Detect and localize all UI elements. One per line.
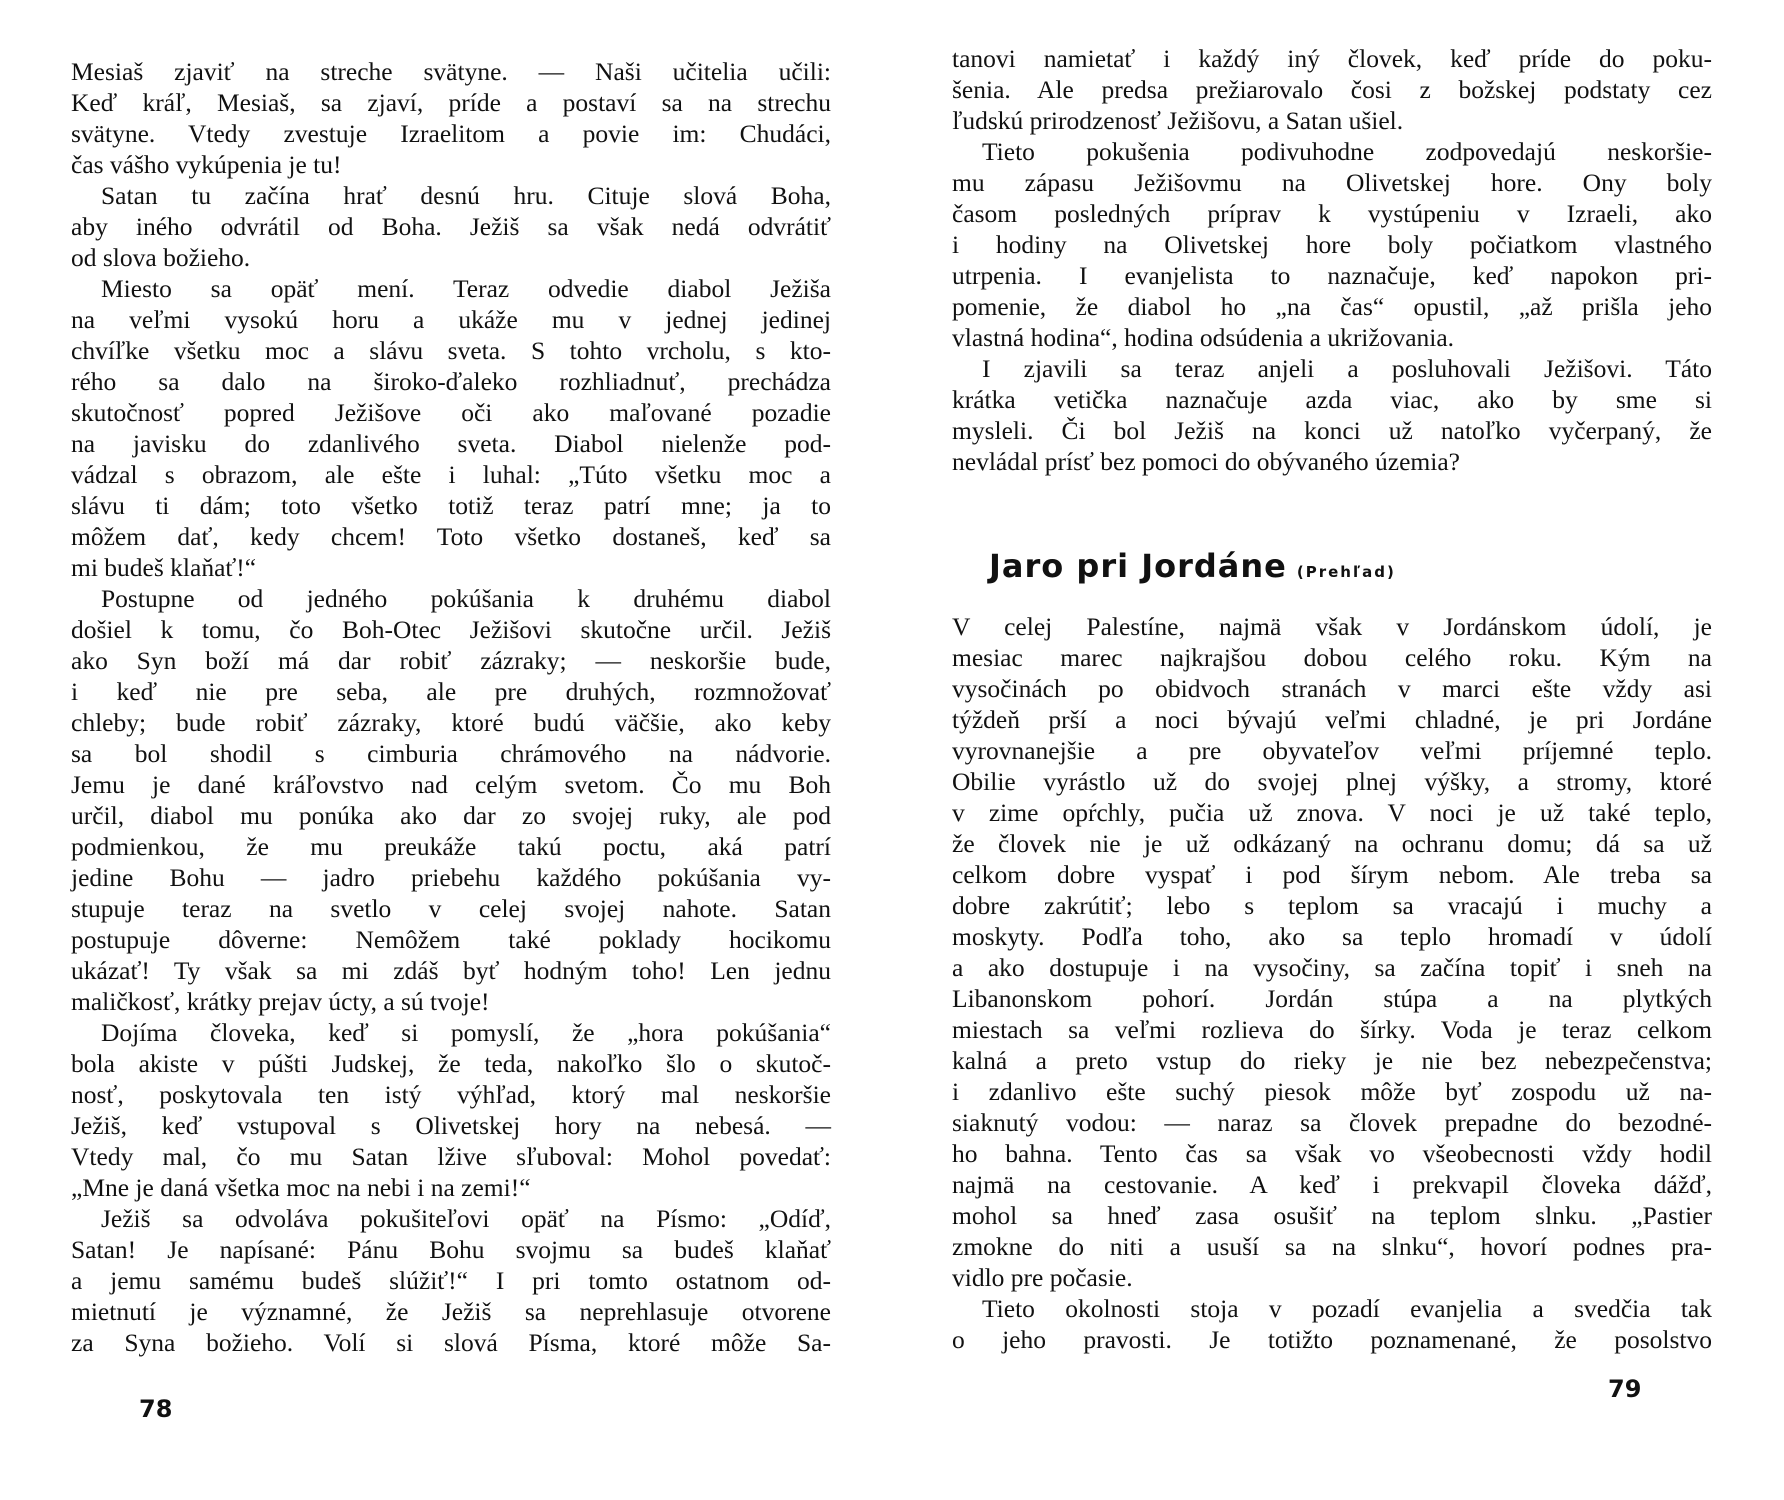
page-number-left: 78 — [139, 1395, 173, 1423]
text-line: určil, diabol mu ponúka ako dar zo svojej ruky, ale pod — [71, 801, 831, 830]
text-line: šenia. Ale predsa prežiarovalo čosi z božskej podstaty cez — [952, 75, 1712, 104]
text-line: vyrovnanejšie a pre obyvateľov veľmi príjemné teplo. — [952, 736, 1712, 765]
text-line: utrpenia. I evanjelista to naznačuje, keď napokon pri- — [952, 261, 1712, 290]
text-line: Libanonskom pohorí. Jordán stúpa a na plytkých — [952, 984, 1712, 1013]
text-line: siaknutý vodou: — naraz sa človek prepadne do bezodné- — [952, 1108, 1712, 1137]
text-line: najmä na cestovanie. A keď i prekvapil človeka dážď, — [952, 1170, 1712, 1199]
text-line: podmienkou, že mu preukáže takú poctu, aká patrí — [71, 832, 831, 861]
text-line: na javisku do zdanlivého sveta. Diabol nielenže pod- — [71, 429, 831, 458]
text-line: vysočinách po obidvoch stranách v marci ešte vždy asi — [952, 674, 1712, 703]
text-line: Ježiš sa odvoláva pokušiteľovi opäť na Písmo: „Odíď, — [101, 1204, 831, 1233]
text-line: že človek nie je už odkázaný na ochranu domu; dá sa už — [952, 829, 1712, 858]
text-line: mysleli. Či bol Ježiš na konci už natoľko vyčerpaný, že — [952, 416, 1712, 445]
text-line: došiel k tomu, čo Boh-Otec Ježišovi skutočne určil. Ježiš — [71, 615, 831, 644]
text-line: svätyne. Vtedy zvestuje Izraelitom a povie im: Chudáci, — [71, 119, 831, 148]
text-line: čas vášho vykúpenia je tu! — [71, 150, 342, 179]
text-line: a jemu samému budeš slúžiť!“ I pri tomto ostatnom od- — [71, 1266, 831, 1295]
chapter-title: Jaro pri Jordáne — [989, 547, 1287, 585]
text-line: mesiac marec najkrajšou dobou celého roku. Kým na — [952, 643, 1712, 672]
right-page-text-top — [952, 43, 1712, 477]
text-line: nosť, poskytovala ten istý výhľad, ktorý mal neskoršie — [71, 1080, 831, 1109]
text-line: „Mne je daná všetka moc na nebi i na zemi!“ — [71, 1173, 531, 1202]
text-line: miestach sa veľmi rozlieva do šírky. Voda je teraz celkom — [952, 1015, 1712, 1044]
text-line: rého sa dalo na široko-ďaleko rozhliadnuť, prechádza — [71, 367, 831, 396]
text-line: týždeň prší a noci bývajú veľmi chladné, je pri Jordáne — [952, 705, 1712, 734]
text-line: mu zápasu Ježišovmu na Olivetskej hore. Ony boly — [952, 168, 1712, 197]
right-page — [892, 0, 1784, 1500]
text-line: a ako dostupuje i na vysočiny, sa začína topiť i sneh na — [952, 953, 1712, 982]
chapter-heading — [989, 547, 1396, 585]
text-line: od slova božieho. — [71, 243, 251, 272]
text-line: Postupne od jedného pokúšania k druhému diabol — [101, 584, 831, 613]
text-line: Keď kráľ, Mesiaš, sa zjaví, príde a postaví sa na strechu — [71, 88, 831, 117]
text-line: tanovi namietať i každý iný človek, keď príde do poku- — [952, 44, 1712, 73]
text-line: o jeho pravosti. Je totižto poznamenané, že posolstvo — [952, 1325, 1712, 1354]
text-line: Dojíma človeka, keď si pomyslí, že „hora pokúšania“ — [101, 1018, 831, 1047]
text-line: vádzal s obrazom, ale ešte i luhal: „Túto všetku moc a — [71, 460, 831, 489]
text-line: vidlo pre počasie. — [952, 1263, 1133, 1292]
right-page-text-bottom — [952, 611, 1712, 1355]
text-line: postupuje dôverne: Nemôžem také poklady hocikomu — [71, 925, 831, 954]
text-line: Satan! Je napísané: Pánu Bohu svojmu sa budeš klaňať — [71, 1235, 831, 1264]
text-line: dobre zakrútiť; lebo s teplom sa vracajú i muchy a — [952, 891, 1712, 920]
text-line: Jemu je dané kráľovstvo nad celým svetom. Čo mu Boh — [71, 770, 831, 799]
text-line: ho bahna. Tento čas sa však vo všeobecnosti vždy hodil — [952, 1139, 1712, 1168]
text-line: môžem dať, kedy chcem! Toto všetko dostaneš, keď sa — [71, 522, 831, 551]
text-line: za Syna božieho. Volí si slová Písma, ktoré môže Sa- — [71, 1328, 831, 1357]
left-page-text — [71, 56, 831, 1358]
text-line: na veľmi vysokú horu a ukáže mu v jednej jedinej — [71, 305, 831, 334]
text-line: aby iného odvrátil od Boha. Ježiš sa však nedá odvrátiť — [71, 212, 831, 241]
text-line: mietnutí je významné, že Ježiš sa neprehlasuje otvorene — [71, 1297, 831, 1326]
text-line: i zdanlivo ešte suchý piesok môže byť zospodu už na- — [952, 1077, 1712, 1106]
text-line: I zjavili sa teraz anjeli a posluhovali Ježišovi. Táto — [982, 354, 1712, 383]
text-line: Tieto okolnosti stoja v pozadí evanjelia a svedčia tak — [982, 1294, 1712, 1323]
text-line: Tieto pokušenia podivuhodne zodpovedajú neskoršie- — [982, 137, 1712, 166]
text-line: ako Syn boží má dar robiť zázraky; — neskoršie bude, — [71, 646, 831, 675]
text-line: krátka vetička naznačuje azda viac, ako by sme si — [952, 385, 1712, 414]
text-line: ľudskú prirodzenosť Ježišovu, a Satan ušiel. — [952, 106, 1404, 135]
text-line: skutočnosť popred Ježišove oči ako maľované pozadie — [71, 398, 831, 427]
text-line: Obilie vyrástlo už do svojej plnej výšky, a stromy, ktoré — [952, 767, 1712, 796]
text-line: stupuje teraz na svetlo v celej svojej nahote. Satan — [71, 894, 831, 923]
text-line: bola akiste v púšti Judskej, že teda, nakoľko šlo o skutoč- — [71, 1049, 831, 1078]
text-line: časom posledných príprav k vystúpeniu v Izraeli, ako — [952, 199, 1712, 228]
text-line: Mesiaš zjaviť na streche svätyne. — Naši učitelia učili: — [71, 57, 831, 86]
text-line: mi budeš klaňať!“ — [71, 553, 257, 582]
text-line: v zime opŕchly, pučia už znova. V noci je už také teplo, — [952, 798, 1712, 827]
text-line: nevládal prísť bez pomoci do obývaného územia? — [952, 447, 1460, 476]
text-line: i hodiny na Olivetskej hore boly počiatkom vlastného — [952, 230, 1712, 259]
text-line: i keď nie pre seba, ale pre druhých, rozmnožovať — [71, 677, 831, 706]
text-line: jedine Bohu — jadro priebehu každého pokúšania vy- — [71, 863, 831, 892]
text-line: celkom dobre vyspať i pod šírym nebom. Ale treba sa — [952, 860, 1712, 889]
text-line: slávu ti dám; toto všetko totiž teraz patrí mne; ja to — [71, 491, 831, 520]
text-line: zmokne do niti a usuší sa na slnku“, hovorí podnes pra- — [952, 1232, 1712, 1261]
text-line: Miesto sa opäť mení. Teraz odvedie diabol Ježiša — [101, 274, 831, 303]
text-line: ukázať! Ty však sa mi zdáš byť hodným toho! Len jednu — [71, 956, 831, 985]
page-number-right: 79 — [1608, 1375, 1642, 1403]
text-line: pomenie, že diabol ho „na čas“ opustil, „až prišla jeho — [952, 292, 1712, 321]
text-line: maličkosť, krátky prejav úcty, a sú tvoje! — [71, 987, 490, 1016]
text-line: chleby; bude robiť zázraky, ktoré budú väčšie, ako keby — [71, 708, 831, 737]
text-line: kalná a preto vstup do rieky je nie bez nebezpečenstva; — [952, 1046, 1712, 1075]
text-line: Vtedy mal, čo mu Satan lžive sľuboval: Mohol povedať: — [71, 1142, 831, 1171]
text-line: V celej Palestíne, najmä však v Jordánskom údolí, je — [952, 612, 1712, 641]
text-line: Satan tu začína hrať desnú hru. Cituje slová Boha, — [101, 181, 831, 210]
text-line: moskyty. Podľa toho, ako sa teplo hromadí v údolí — [952, 922, 1712, 951]
text-line: vlastná hodina“, hodina odsúdenia a ukrižovania. — [952, 323, 1455, 352]
text-line: chvíľke všetku moc a slávu sveta. S tohto vrcholu, s kto- — [71, 336, 831, 365]
text-line: sa bol shodil s cimburia chrámového na nádvorie. — [71, 739, 831, 768]
text-line: mohol sa hneď zasa osušiť na teplom slnku. „Pastier — [952, 1201, 1712, 1230]
text-line: Ježiš, keď vstupoval s Olivetskej hory na nebesá. — — [71, 1111, 831, 1140]
chapter-subtitle: (Prehľad) — [1296, 563, 1396, 581]
